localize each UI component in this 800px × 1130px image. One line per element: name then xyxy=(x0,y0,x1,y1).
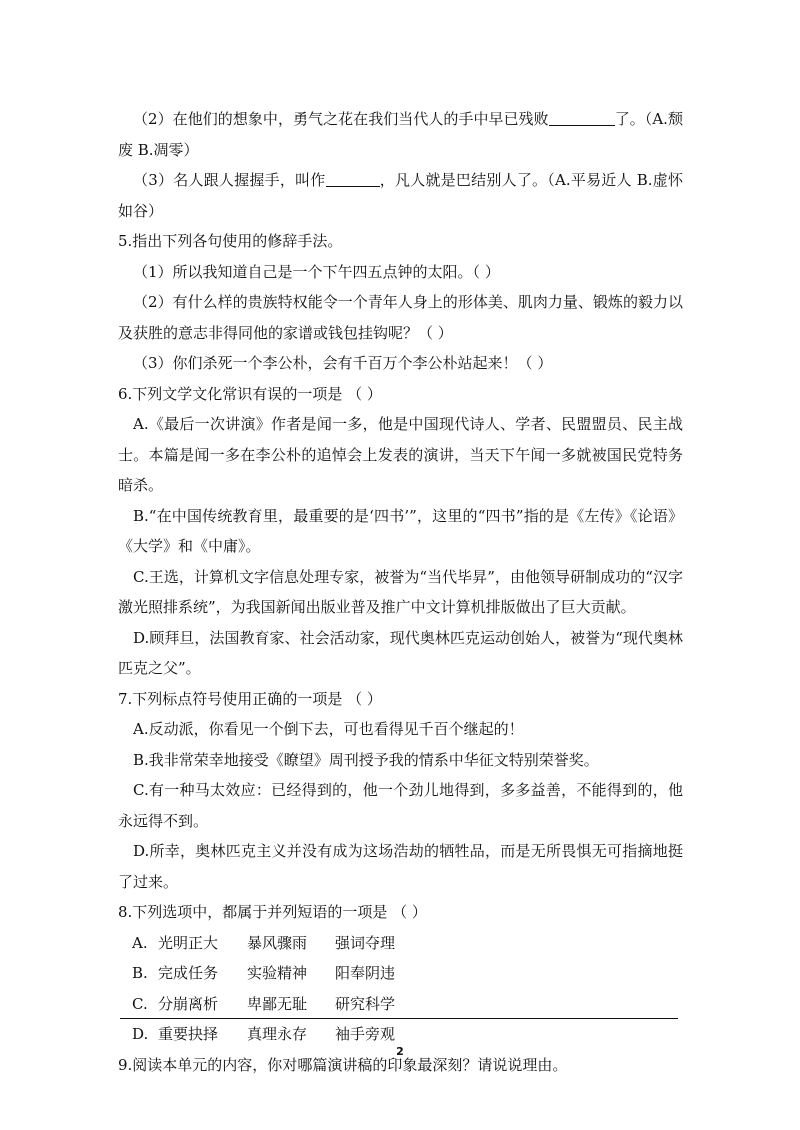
q6-option-d: D.顾拜旦，法国教育家、社会活动家，现代奥林匹克运动创始人，被誉为“现代奥林匹克之父”。 xyxy=(118,628,683,677)
q7-option-b: B.我非常荣幸地接受《瞭望》周刊授予我的情系中华征文特别荣誉奖。 xyxy=(133,750,599,769)
q6-option-a: A.《最后一次讲演》作者是闻一多，他是中国现代诗人、学者、民盟盟员、民主战士。本篇是闻一多在李公朴的追悼会上发表的演讲，当天下午闻一多就被国民党特务暗杀。 xyxy=(118,415,683,494)
q8-option-d: D. 重要抉择 真理永存 袖手旁观 xyxy=(132,1025,396,1043)
q7-option-d: D.所幸，奥林匹克主义并没有成为这场浩劫的牺牲品，而是无所畏惧无可指摘地挺了过来。 xyxy=(118,842,683,891)
q5-stem: 5.指出下列各句使用的修辞手法。 xyxy=(118,232,343,250)
q7-stem: 7.下列标点符号使用正确的一项是 （ ） xyxy=(118,689,382,708)
q8-option-c: C. 分崩离析 卑鄙无耻 研究科学 xyxy=(132,994,396,1013)
q7-option-c: C.有一种马太效应：已经得到的，他一个劲儿地得到，多多益善，不能得到的，他永远得不到。 xyxy=(118,781,683,830)
q8-stem: 8.下列选项中，都属于并列短语的一项是 （ ） xyxy=(118,903,427,921)
q8-option-b: B. 完成任务 实验精神 阳奉阴违 xyxy=(132,964,396,982)
q5-item-2: （2）有什么样的贵族特权能令一个青年人身上的形体美、肌肉力量、锻炼的毅力以及获胜的意志非得同他的家谱或钱包挂钩呢？（ ） xyxy=(118,293,683,342)
q5-item-3: （3）你们杀死一个李公朴，会有千百万个李公朴站起来！（ ） xyxy=(133,354,553,372)
page-number: 2 xyxy=(396,1045,404,1058)
q8-option-a: A. 光明正大 暴风骤雨 强词夺理 xyxy=(132,933,396,952)
q6-option-c: C.王选，计算机文字信息处理专家，被誉为“当代毕昇”，由他领导研制成功的“汉字激光照排系统”，为我国新闻出版业普及推广中文计算机排版做出了巨大贡献。 xyxy=(118,567,683,616)
q4-item-2: （2）在他们的想象中，勇气之花在我们当代人的手中早已残败 了。（A.颓废 B.凋零） xyxy=(118,110,683,159)
q6-stem: 6.下列文学文化常识有误的一项是 （ ） xyxy=(118,384,382,403)
q6-option-b: B.“在中国传统教育里，最重要的是‘四书’”，这里的“四书”指的是《左传》《论语》《大学》和《中庸》。 xyxy=(118,506,683,555)
answer-blank[interactable] xyxy=(326,172,380,187)
q5-item-1: （1）所以我知道自己是一个下午四五点钟的太阳。（ ） xyxy=(133,262,500,281)
q4-item-3: （3）名人跟人握握手，叫作 ，凡人就是巴结别人了。（A.平易近人 B.虚怀如谷） xyxy=(118,171,683,220)
page-content xyxy=(118,104,683,1080)
answer-blank[interactable] xyxy=(549,111,615,126)
q9-stem: 9.阅读本单元的内容，你对哪篇演讲稿的印象最深刻？请说说理由。 xyxy=(118,1055,568,1074)
answer-line[interactable] xyxy=(120,1018,678,1019)
q7-option-a: A.反动派，你看见一个倒下去，可也看得见千百个继起的！ xyxy=(133,720,524,738)
